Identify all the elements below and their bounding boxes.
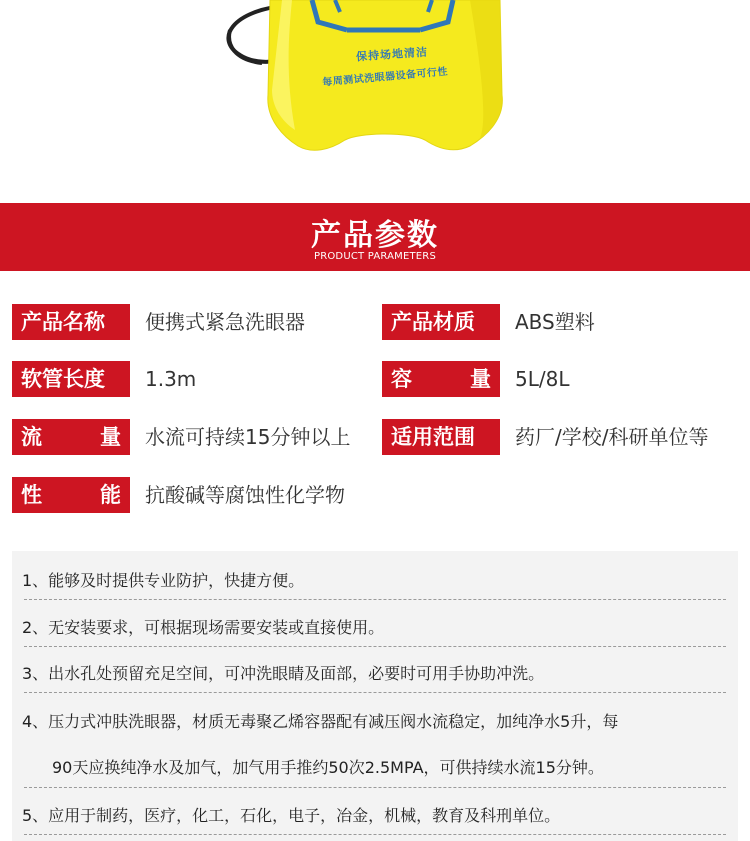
param-label: 容 量 <box>382 361 500 397</box>
param-hose-length <box>12 361 372 397</box>
param-value: 药厂/学校/科研单位等 <box>515 425 709 449</box>
eyewash-bottle-illustration <box>0 0 750 200</box>
param-value: 5L/8L <box>515 367 570 391</box>
param-flow <box>12 419 377 455</box>
feature-item: 3、出水孔处预留充足空间，可冲洗眼睛及面部，必要时可用手协助冲洗。 <box>22 664 545 683</box>
feature-list <box>12 551 738 841</box>
divider <box>24 646 726 647</box>
feature-item: 2、无安装要求，可根据现场需要安装或直接使用。 <box>22 618 385 637</box>
section-banner <box>0 203 750 271</box>
feature-item: 4、压力式冲肤洗眼器，材质无毒聚乙烯容器配有减压阀水流稳定，加纯净水5升，每 <box>22 712 619 731</box>
divider <box>24 692 726 693</box>
param-scope <box>382 419 750 455</box>
param-capacity <box>382 361 742 397</box>
param-value: 1.3m <box>145 367 197 391</box>
feature-item: 1、能够及时提供专业防护，快捷方便。 <box>22 571 305 590</box>
param-value: 抗酸碱等腐蚀性化学物 <box>145 483 345 507</box>
param-label: 产品材质 <box>382 304 500 340</box>
param-label: 适用范围 <box>382 419 500 455</box>
feature-item-continued: 90天应换纯净水及加气，加气用手推约50次2.5MPA，可供持续水流15分钟。 <box>52 758 604 777</box>
param-label: 产品名称 <box>12 304 130 340</box>
divider <box>24 599 726 600</box>
param-label: 流 量 <box>12 419 130 455</box>
param-label: 软管长度 <box>12 361 130 397</box>
divider <box>24 834 726 835</box>
param-performance <box>12 477 377 513</box>
bottle-label-line2: 每周测试洗眼器设备可行性 <box>321 66 449 89</box>
banner-title: 产品参数 <box>311 218 439 253</box>
product-photo <box>0 0 750 200</box>
param-value: 便携式紧急洗眼器 <box>145 310 305 334</box>
param-material <box>382 304 742 340</box>
param-label: 性 能 <box>12 477 130 513</box>
param-value: ABS塑料 <box>515 310 595 334</box>
banner-subtitle: PRODUCT PARAMETERS <box>313 251 437 262</box>
feature-item: 5、应用于制药，医疗，化工，石化，电子，冶金，机械，教育及科刑单位。 <box>22 806 561 825</box>
param-value: 水流可持续15分钟以上 <box>145 425 351 449</box>
param-product-name <box>12 304 372 340</box>
divider <box>24 787 726 788</box>
bottle-label-line1: 保持场地清洁 <box>355 45 429 64</box>
